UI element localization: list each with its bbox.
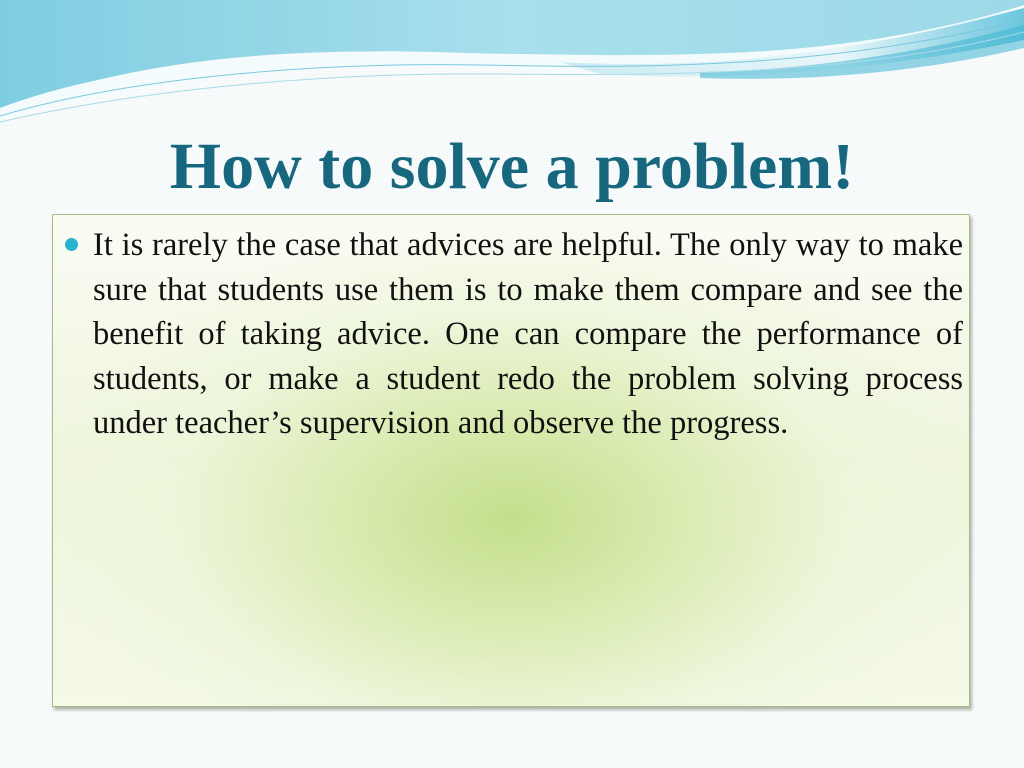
- bullet-text: It is rarely the case that advices are helpful. The only way to make sure that students use them is to make them compare and see the benefit of taking advice. One can compare the performance of students, or make a student redo the problem solving process under teacher’s supervision and observe the progress.: [93, 227, 963, 441]
- content-box: [52, 214, 970, 707]
- slide-title: How to solve a problem!: [169, 130, 855, 203]
- bullet-dot-icon: [65, 238, 78, 251]
- header-wave-decoration: [0, 0, 1024, 130]
